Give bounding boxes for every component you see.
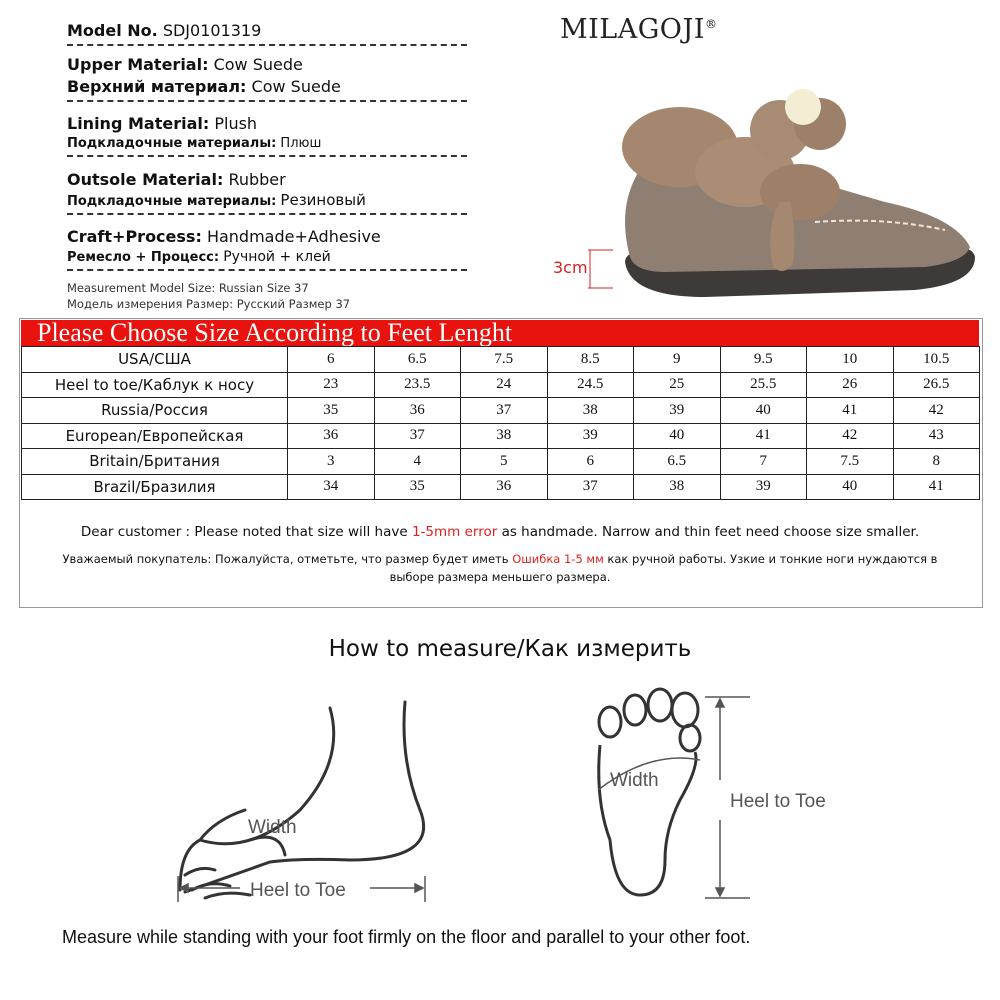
- size-row-label: Brazil/Бразилия: [22, 474, 288, 500]
- spec-craft: [67, 226, 467, 275]
- size-cell: 25: [634, 372, 721, 398]
- size-row: [22, 372, 980, 398]
- size-cell: 40: [634, 423, 721, 449]
- size-cell: 34: [288, 474, 375, 500]
- size-row: [22, 398, 980, 424]
- notice-ru-text: Уважаемый покупатель: Пожалуйста, отметьте, что размер будет иметь: [62, 552, 513, 566]
- spec-craft-ru-value: Ручной + клей: [223, 249, 331, 265]
- size-cell: 41: [893, 474, 980, 500]
- size-cell: 38: [634, 474, 721, 500]
- notice-en-text: Dear customer : Please noted that size will have: [80, 524, 412, 540]
- spec-lining-ru-value: Плюш: [280, 136, 322, 151]
- spec-lining-value: Plush: [214, 114, 258, 133]
- spec-outsole-ru-value: Резиновый: [280, 191, 366, 209]
- size-cell: 9.5: [720, 347, 807, 373]
- measurement-model-en: Measurement Model Size: Russian Size 37: [67, 281, 309, 295]
- heel-height-marker: [588, 250, 613, 288]
- size-cell: 40: [720, 398, 807, 424]
- spec-outsole-value: Rubber: [228, 170, 286, 189]
- size-cell: 6.5: [374, 347, 461, 373]
- size-cell: 36: [288, 423, 375, 449]
- spec-upper-ru-label: Верхний материал:: [67, 77, 247, 96]
- spec-craft-value: Handmade+Adhesive: [206, 227, 381, 246]
- spec-upper-label: Upper Material:: [67, 55, 209, 74]
- spec-outsole: [67, 169, 467, 219]
- spec-upper: [67, 54, 467, 106]
- size-cell: 38: [461, 423, 548, 449]
- divider: [67, 44, 467, 46]
- size-cell: 37: [374, 423, 461, 449]
- size-cell: 41: [807, 398, 894, 424]
- how-to-measure-title: How to measure/Как измерить: [328, 636, 692, 662]
- side-width-label: Width: [248, 817, 297, 838]
- spec-craft-ru-label: Ремесло + Процесс:: [67, 250, 220, 265]
- size-cell: 3: [288, 449, 375, 475]
- size-cell: 39: [547, 423, 634, 449]
- size-cell: 43: [893, 423, 980, 449]
- size-cell: 35: [288, 398, 375, 424]
- size-cell: 36: [461, 474, 548, 500]
- size-cell: 35: [374, 474, 461, 500]
- spec-outsole-ru-label: Подкладочные материалы:: [67, 194, 277, 209]
- spec-model: [67, 20, 467, 50]
- notice-ru-text-end: как ручной работы. Узкие и тонкие ноги нуждаются в выборе размера меньшего размера.: [389, 552, 938, 584]
- size-chart-body: [22, 347, 980, 500]
- size-chart-table: [21, 346, 980, 500]
- measure-instruction: Measure while standing with your foot firmly on the floor and parallel to your other foot.: [62, 927, 751, 947]
- size-cell: 9: [634, 347, 721, 373]
- size-row-label: Britain/Британия: [22, 449, 288, 475]
- size-cell: 8.5: [547, 347, 634, 373]
- size-cell: 8: [893, 449, 980, 475]
- spec-outsole-label: Outsole Material:: [67, 170, 224, 189]
- brand-name: MILAGOJI: [560, 14, 705, 45]
- size-cell: 6: [288, 347, 375, 373]
- size-cell: 10.5: [893, 347, 980, 373]
- size-cell: 42: [893, 398, 980, 424]
- size-cell: 39: [720, 474, 807, 500]
- size-cell: 7.5: [461, 347, 548, 373]
- size-row-label: Russia/Россия: [22, 398, 288, 424]
- measurement-model-ru: Модель измерения Размер: Русский Размер 37: [67, 297, 351, 311]
- heel-height-label: 3cm: [553, 258, 588, 277]
- size-cell: 10: [807, 347, 894, 373]
- spec-upper-ru-value: Cow Suede: [251, 77, 341, 96]
- size-row: [22, 449, 980, 475]
- spec-upper-value: Cow Suede: [213, 55, 303, 74]
- brand-logo: [560, 14, 717, 45]
- spec-model-line: [67, 20, 467, 42]
- spec-craft-label: Craft+Process:: [67, 227, 202, 246]
- spec-lining-ru-label: Подкладочные материалы:: [67, 136, 277, 151]
- size-cell: 24: [461, 372, 548, 398]
- notice-ru-error: Ошибка 1-5 мм: [512, 552, 604, 566]
- size-cell: 25.5: [720, 372, 807, 398]
- divider: [67, 155, 467, 157]
- size-row-label: USA/CША: [22, 347, 288, 373]
- size-cell: 7: [720, 449, 807, 475]
- size-chart-title: Please Choose Size According to Feet Lenght: [37, 318, 513, 347]
- notice-ru: [21, 550, 979, 586]
- size-cell: 37: [461, 398, 548, 424]
- size-cell: 24.5: [547, 372, 634, 398]
- top-heel-to-toe-label: Heel to Toe: [730, 791, 826, 812]
- size-cell: 36: [374, 398, 461, 424]
- registered-mark: ®: [704, 17, 718, 31]
- spec-lining: [67, 113, 467, 161]
- side-foot-illustration: [180, 702, 424, 898]
- top-foot-illustration: [599, 689, 700, 895]
- size-cell: 26.5: [893, 372, 980, 398]
- size-row: [22, 423, 980, 449]
- size-cell: 41: [720, 423, 807, 449]
- size-row-label: Heel to toe/Каблук к носу: [22, 372, 288, 398]
- size-cell: 6.5: [634, 449, 721, 475]
- size-cell: 23: [288, 372, 375, 398]
- size-cell: 6: [547, 449, 634, 475]
- size-row-label: European/Европейская: [22, 423, 288, 449]
- size-cell: 5: [461, 449, 548, 475]
- size-cell: 40: [807, 474, 894, 500]
- divider: [67, 100, 467, 102]
- product-shoe-image: [585, 52, 985, 312]
- size-cell: 26: [807, 372, 894, 398]
- size-cell: 4: [374, 449, 461, 475]
- size-chart-banner: [21, 320, 979, 346]
- top-width-label: Width: [610, 770, 659, 791]
- size-cell: 42: [807, 423, 894, 449]
- size-cell: 37: [547, 474, 634, 500]
- spec-lining-label: Lining Material:: [67, 114, 210, 133]
- divider: [67, 269, 467, 271]
- side-heel-to-toe-label: Heel to Toe: [250, 880, 346, 901]
- size-cell: 39: [634, 398, 721, 424]
- size-cell: 23.5: [374, 372, 461, 398]
- spec-model-value: SDJ0101319: [162, 21, 262, 40]
- divider: [67, 213, 467, 215]
- size-cell: 7.5: [807, 449, 894, 475]
- notice-en-text-end: as handmade. Narrow and thin feet need choose size smaller.: [497, 524, 920, 540]
- measure-diagram: [0, 680, 1000, 920]
- spec-model-label: Model No.: [67, 21, 158, 40]
- measurement-model: [67, 280, 350, 312]
- notice-en: [21, 522, 979, 542]
- size-row: [22, 347, 980, 373]
- size-notice: [21, 522, 979, 586]
- size-row: [22, 474, 980, 500]
- notice-en-error: 1-5mm error: [411, 524, 498, 540]
- size-cell: 38: [547, 398, 634, 424]
